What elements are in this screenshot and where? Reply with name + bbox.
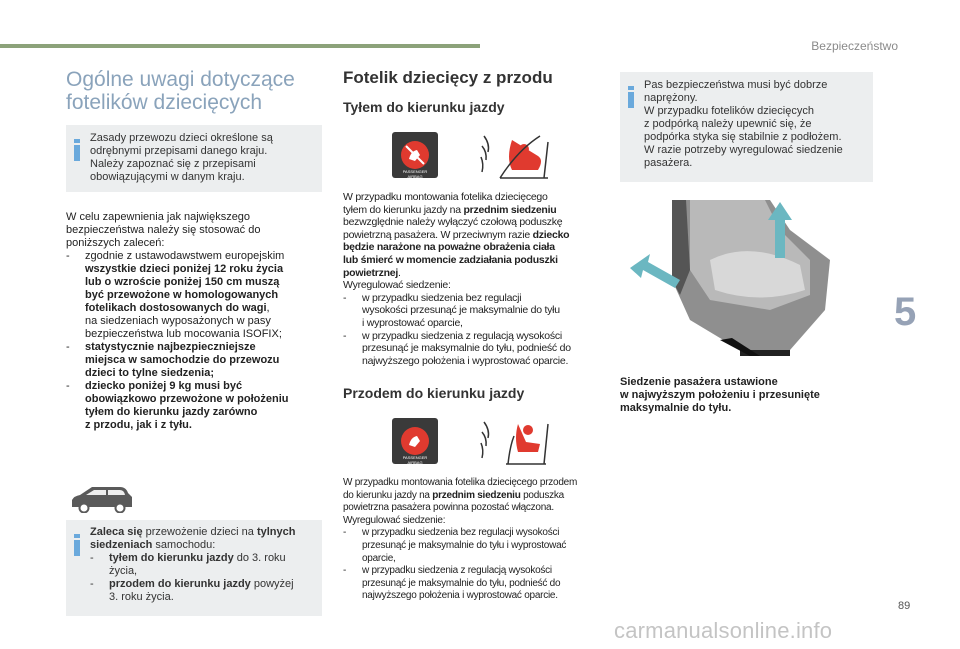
- info-icon: [74, 139, 80, 161]
- notice-box-regulations: [66, 125, 322, 192]
- subheading-rear-facing: Tyłem do kierunku jazdy: [343, 99, 505, 115]
- recommendations-text: W celu zapewnienia jak największego bezpieczeństwa należy się stosować do poniższych zaleceń: - zgodnie z ustawodawstwem europejskim wszystkie dzieci poniżej 12 roku życia lub o wzroście poniżej 150 cm muszą być przewożone w homologowanych fotelikach dostosowanych do wagi, na siedzeniach wyposażonych w pasy bezpieczeństwa lub mocowania ISOFIX; - statystycznie najbezpieczniejsze miejsca w samochodzie do przewozu dzieci to tylne siedzenia; - dziecko poniżej 9 kg musi być obowiązkowo przewożone w położeniu tyłem do kierunku jazdy zarówno z przodu, jak i z tyłu.: [66, 211, 326, 432]
- car-icon: [70, 485, 134, 513]
- watermark: carmanualsonline.info: [614, 618, 833, 643]
- photo-caption: Siedzenie pasażera ustawione w najwyższym położeniu i przesunięte maksymalnie do tyłu.: [620, 376, 820, 414]
- subheading-forward-facing: Przodem do kierunku jazdy: [343, 385, 525, 401]
- top-accent-bar: [0, 44, 480, 48]
- section-heading: Fotelik dziecięcy z przodu: [343, 68, 553, 87]
- notice-text: Zasady przewozu dzieci określone są odrębnymi przepisami danego kraju. Należy zapoznać się z przepisami obowiązującymi w danym kraju.: [90, 132, 273, 183]
- notice-text: Pas bezpieczeństwa musi być dobrze naprężony. W przypadku fotelików dziecięcych z podpórką należy upewnić się, że podpórka styka się stabilnie z podłożem. W razie potrzeby wyregulować siedzenie pasażera.: [644, 79, 843, 169]
- section-name: Bezpieczeństwo: [811, 39, 898, 53]
- airbag-warning-label: PASSENGER AIRBAG: [392, 132, 438, 178]
- page-title: Ogólne uwagi dotyczące fotelików dziecięcych: [66, 68, 295, 114]
- chapter-number: 5: [894, 290, 917, 334]
- rear-facing-text: W przypadku montowania fotelika dziecięcego tyłem do kierunku jazdy na przednim siedzeniu bezwzględnie należy wyłączyć czołową poduszkę powietrzną pasażera. W przeciwnym razie dziecko będzie narażone na poważne obrażenia ciała lub śmierć w momencie zadziałania poduszki powietrznej. Wyregulować siedzenie: - w przypadku siedzenia bez regulacji wysokości przesunąć je maksymalnie do tyłu i wyprostować oparcie, - w przypadku siedzenia z regulacją wysokości przesunąć je maksymalnie do tyłu, podnieść do najwyższego położenia i wyprostować oparcie.: [343, 191, 571, 367]
- forward-facing-child-seat-icon: [478, 416, 550, 468]
- list-item: - zgodnie z ustawodawstwem europejskim wszystkie dzieci poniżej 12 roku życia lub o wzroście poniżej 150 cm muszą być przewożone w homologowanych fotelikach dostosowanych do wagi, na siedzeniach wyposażonych w pasy bezpieczeństwa lub mocowania ISOFIX;: [66, 250, 285, 340]
- airbag-warning-label: PASSENGER AIRBAG: [392, 418, 438, 464]
- rear-facing-child-seat-icon: [478, 130, 550, 182]
- info-icon: [628, 86, 634, 108]
- info-icon: [74, 534, 80, 556]
- child-seat-icon: [401, 427, 429, 455]
- notice-box-seatbelt: [620, 72, 873, 182]
- list-item: - dziecko poniżej 9 kg musi być obowiązkowo przewożone w położeniu tyłem do kierunku jazdy zarówno z przodu, jak i z tyłu.: [66, 380, 289, 431]
- notice-text: Zaleca się przewożenie dzieci na tylnych siedzeniach samochodu: - tyłem do kierunku jazdy do 3. roku życia, - przodem do kierunku jazdy powyżej 3. roku życia.: [90, 526, 296, 603]
- forward-facing-text: W przypadku montowania fotelika dziecięcego przodem do kierunku jazdy na przednim siedzeniu poduszka powietrzna pasażera powinna pozostać włączona. Wyregulować siedzenie: - w przypadku siedzenia bez regulacji wysokości przesunąć je maksymalnie do tyłu i wyprostować oparcie, - w przypadku siedzenia z regulacją wysokości przesunąć je maksymalnie do tyłu, podnieść do najwyższego położenia i wyprostować oparcie.: [343, 477, 578, 602]
- page-number: 89: [898, 600, 911, 612]
- list-item: - statystycznie najbezpieczniejsze miejsca w samochodzie do przewozu dzieci to tylne siedzenia;: [66, 341, 280, 379]
- notice-box-recommend: [66, 520, 322, 616]
- passenger-seat-photo: [620, 200, 838, 356]
- no-child-seat-icon: [401, 141, 429, 169]
